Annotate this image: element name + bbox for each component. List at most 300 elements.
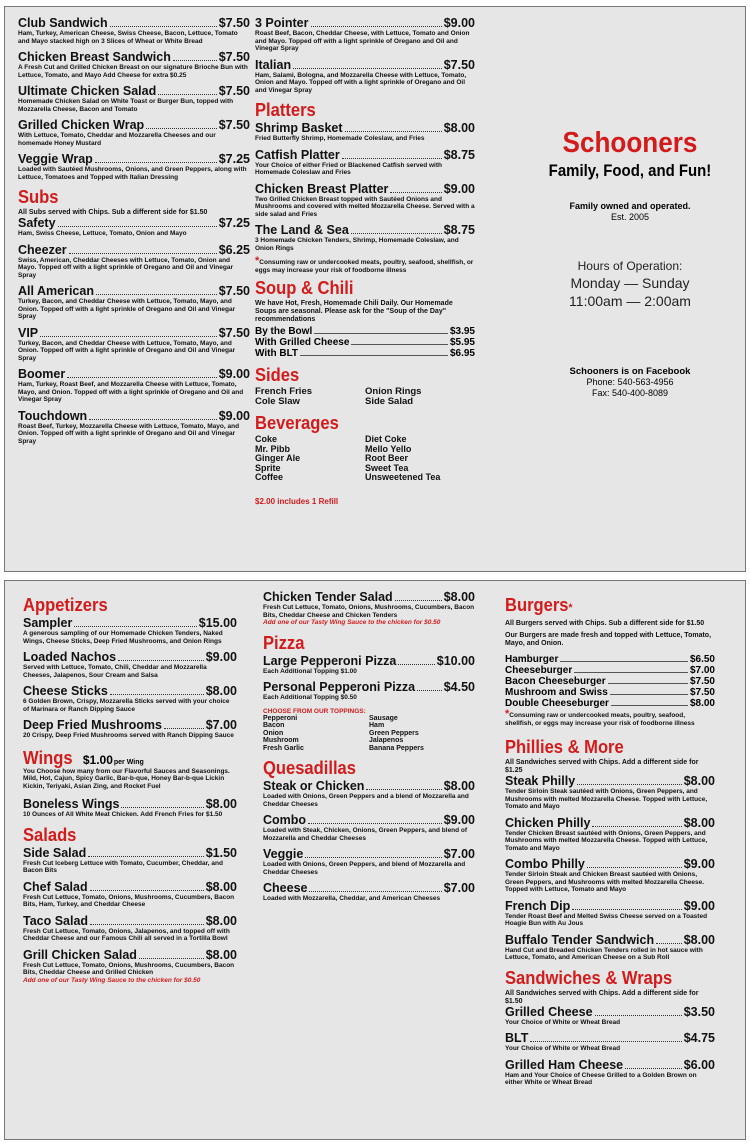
burger-price: $7.00 bbox=[689, 665, 715, 676]
restaurant-logo: Schooners bbox=[562, 127, 698, 159]
menu-item-name: Personal Pepperoni Pizza bbox=[263, 680, 416, 694]
menu-item-description: Loaded with Onions, Green Peppers, and blend of Mozzarella and Cheddar Cheeses bbox=[263, 861, 466, 876]
leader-dots bbox=[90, 924, 204, 925]
phone-number: Phone: 540-563-4956 bbox=[586, 377, 674, 387]
menu-item-description: Fresh Cut Iceberg Lettuce with Tomato, Cucumber, Cheddar, and Bacon Bits bbox=[23, 859, 223, 874]
leader-dots bbox=[656, 943, 682, 944]
menu-item-french-dip bbox=[505, 900, 715, 928]
topping-item: Jalapenos bbox=[369, 737, 404, 744]
menu-item-header bbox=[18, 410, 250, 423]
menu-item-price: $8.00 bbox=[205, 797, 237, 811]
menu-item-shrimp-basket bbox=[255, 122, 475, 143]
beverage-item: Sprite bbox=[255, 462, 281, 473]
menu-item-name: Boomer bbox=[18, 367, 66, 381]
side-item: Cole Slaw bbox=[255, 396, 300, 407]
soup-name: By the Bowl bbox=[255, 326, 313, 337]
menu-item-chicken-tender-salad bbox=[263, 591, 475, 627]
leader-line bbox=[351, 344, 448, 345]
menu-item-price: $8.00 bbox=[683, 815, 715, 830]
menu-item-description: Loaded with Sautéed Mushrooms, Onions, and Green Peppers, along with Lettuce, Tomatoes and Topped with Italian Dressing bbox=[18, 166, 247, 181]
menu-item-name: Combo Philly bbox=[505, 857, 585, 871]
topping-item: Green Peppers bbox=[369, 729, 419, 737]
menu-item-addon-note: Add one of our Tasty Wing Sauce to the chicken for $0.50 bbox=[263, 619, 441, 626]
menu-item-chicken-breast-sandwich bbox=[18, 51, 250, 79]
toppings-title: CHOOSE FROM OUR TOPPINGS: bbox=[263, 707, 366, 715]
side-item: French Fries bbox=[255, 386, 313, 397]
menu-item-price: $8.00 bbox=[205, 684, 237, 698]
burger-price-list bbox=[505, 654, 715, 709]
menu-item-header bbox=[263, 591, 475, 604]
section-title-subs: Subs bbox=[18, 187, 59, 207]
menu-item-name: Chicken Breast Sandwich bbox=[18, 50, 171, 64]
menu-item-name: Catfish Platter bbox=[255, 147, 340, 162]
menu-item-grilled-chicken-wrap bbox=[18, 119, 250, 147]
menu-item-price: $8.00 bbox=[443, 590, 475, 604]
burger-price: $6.50 bbox=[689, 654, 715, 665]
topping-item: Mushroom bbox=[263, 737, 299, 744]
menu-item-ultimate-chicken-salad bbox=[18, 85, 250, 113]
menu-item-description: Fresh Cut Lettuce, Tomato, Onions, Mushrooms, Cucumbers, Bacon Bits, Cheddar Cheese and Chicken Tenders bbox=[263, 604, 475, 619]
foodborne-warning bbox=[255, 255, 475, 274]
burger-name: Double Cheeseburger bbox=[505, 698, 609, 709]
menu-item-name: Italian bbox=[255, 57, 292, 72]
beverage-item: Coke bbox=[255, 434, 278, 444]
menu-item-cheese-sticks bbox=[23, 685, 237, 713]
leader-dots bbox=[309, 891, 441, 892]
menu-item-description: Tender Roast Beef and Melted Swiss Cheese served on a Toasted Hoagie Bun with Au Jous bbox=[505, 912, 708, 927]
leader-dots bbox=[390, 192, 441, 193]
menu-item-description: Turkey, Bacon, and Cheddar Cheese with Lettuce, Tomato, Mayo, and Onion. Topped off with a light sprinkle of Oregano and Oil and Vinegar Spray bbox=[18, 339, 236, 362]
burger-price: $7.50 bbox=[689, 676, 715, 687]
menu-item-name: Combo bbox=[263, 813, 307, 827]
menu-item-name: VIP bbox=[18, 325, 39, 340]
menu-item-price: $9.00 bbox=[683, 857, 715, 871]
menu-item-header bbox=[23, 847, 237, 860]
menu-item-price: $9.00 bbox=[443, 181, 475, 196]
menu-item-price: $7.50 bbox=[218, 284, 250, 298]
soup-price: $6.95 bbox=[449, 348, 475, 359]
leader-dots bbox=[69, 253, 217, 254]
menu-item-price: $9.00 bbox=[443, 813, 475, 827]
leader-dots bbox=[146, 128, 217, 129]
burger-row bbox=[505, 676, 715, 687]
menu-item-price: $7.50 bbox=[218, 16, 250, 30]
topping-item: Bacon bbox=[263, 722, 285, 729]
menu-item-header bbox=[18, 217, 250, 230]
menu-item-name: Cheese Sticks bbox=[23, 684, 108, 698]
menu-item-header bbox=[505, 817, 715, 830]
section-note: We have Hot, Fresh, Homemade Chili Daily. Our Homemade Soups are seasonal. Please ask for the "Soup of the Day" recommendations bbox=[255, 300, 453, 323]
menu-item-combo bbox=[263, 814, 475, 842]
menu-item-description: Homemade Chicken Salad on White Toast or Burger Bun, topped with Mozzarella Cheese, Bacon and Tomato bbox=[18, 98, 234, 113]
leader-dots bbox=[311, 26, 442, 27]
leader-line bbox=[560, 661, 688, 662]
menu-item-italian bbox=[255, 59, 475, 95]
leader-dots bbox=[58, 226, 217, 227]
menu-item-chicken-breast-platter bbox=[255, 183, 475, 219]
section-title-sides: Sides bbox=[255, 365, 300, 385]
menu-item-header bbox=[263, 681, 475, 694]
menu-item-description: Roast Beef, Bacon, Cheddar Cheese, with Lettuce, Tomato and Onion and Mayo. Topped off with a light sprinkle of Oregano and Oil and Vinegar Spray bbox=[255, 30, 470, 52]
beverage-item: Mello Yello bbox=[365, 443, 412, 454]
section-title-pizza: Pizza bbox=[263, 632, 305, 653]
menu-item-description: A generous sampling of our Homemade Chicken Tenders, Naked Wings, Cheese Sticks, Deep Fried Mushrooms, and Onion Rings bbox=[23, 630, 223, 645]
asterisk-icon: * bbox=[255, 255, 260, 267]
menu-item-header bbox=[18, 244, 250, 257]
menu-item-name: Grill Chicken Salad bbox=[23, 947, 137, 962]
leader-dots bbox=[308, 823, 442, 824]
menu-item-name: Club Sandwich bbox=[18, 16, 108, 30]
menu-item-combo-philly bbox=[505, 858, 715, 894]
menu-page-back bbox=[4, 580, 746, 1140]
hours-title: Hours of Operation: bbox=[577, 259, 683, 273]
menu-item-price: $8.00 bbox=[683, 932, 715, 947]
menu-item-name: Grilled Cheese bbox=[505, 1004, 593, 1019]
leader-dots bbox=[88, 856, 203, 857]
asterisk-icon: * bbox=[505, 708, 510, 720]
menu-item-side-salad bbox=[23, 847, 237, 875]
menu-item-price: $7.25 bbox=[218, 216, 250, 230]
restaurant-branding bbox=[525, 127, 735, 399]
back-column-right bbox=[505, 591, 715, 1093]
section-title-platters: Platters bbox=[255, 100, 316, 120]
leader-dots bbox=[592, 826, 681, 827]
menu-item-price: $7.50 bbox=[218, 118, 250, 132]
menu-item-name: Boneless Wings bbox=[23, 797, 120, 811]
menu-item-price: $8.00 bbox=[443, 779, 475, 793]
menu-item-description: Your Choice of White or Wheat Bread bbox=[505, 1018, 621, 1026]
leader-line bbox=[574, 672, 688, 673]
menu-item-description: Fresh Cut Lettuce, Tomato, Onions, Mushrooms, Cucumbers, Bacon Bits, Cheddar Cheese and Grilled Chicken bbox=[23, 961, 235, 976]
soup-price: $3.95 bbox=[449, 326, 475, 337]
leader-dots bbox=[121, 807, 203, 808]
front-column-left bbox=[18, 17, 250, 451]
menu-item-name: Loaded Nachos bbox=[23, 650, 117, 664]
menu-item-header bbox=[505, 1059, 715, 1072]
leader-line bbox=[611, 705, 688, 706]
open-days: Monday — Sunday bbox=[570, 275, 690, 291]
menu-item-price: $8.00 bbox=[443, 121, 475, 135]
burgers-note: All Burgers served with Chips. Sub a different side for $1.50 bbox=[505, 620, 705, 627]
beverage-item: Root Beer bbox=[365, 453, 409, 463]
menu-item-header bbox=[18, 51, 250, 64]
menu-item-price: $9.00 bbox=[683, 898, 715, 913]
menu-item-chicken-philly bbox=[505, 817, 715, 853]
established-year: Est. 2005 bbox=[610, 212, 650, 222]
menu-item-header bbox=[18, 119, 250, 132]
leader-dots bbox=[96, 294, 217, 295]
menu-item-header bbox=[263, 780, 475, 793]
ownership-note: Family owned and operated. bbox=[569, 201, 691, 211]
beverage-item: Unsweetened Tea bbox=[365, 472, 441, 482]
burger-row bbox=[505, 698, 715, 709]
leader-dots bbox=[110, 694, 204, 695]
leader-line bbox=[314, 333, 448, 334]
menu-item-description: Two Grilled Chicken Breast topped with Sautéed Onions and Mushrooms and covered with melted Mozzarella Cheese. Served with a side salad and Fries bbox=[255, 195, 475, 218]
menu-item-price: $3.50 bbox=[683, 1004, 715, 1019]
menu-item-veggie bbox=[263, 848, 475, 876]
facebook-note: Schooners is on Facebook bbox=[569, 366, 691, 377]
leader-line bbox=[300, 355, 448, 356]
menu-item-price: $7.50 bbox=[218, 84, 250, 98]
beverage-refill-note: $2.00 includes 1 Refill bbox=[255, 496, 339, 506]
soup-row bbox=[255, 337, 475, 348]
burger-name: Bacon Cheeseburger bbox=[505, 676, 606, 687]
menu-item-description: 3 Homemade Chicken Tenders, Shrimp, Homemade Coleslaw, and Onion Rings bbox=[255, 237, 459, 252]
menu-item-header bbox=[18, 285, 250, 298]
menu-item-price: $7.50 bbox=[218, 325, 250, 340]
menu-item-name: Grilled Chicken Wrap bbox=[18, 118, 145, 132]
menu-item-addon-note: Add one of our Tasty Wing Sauce to the chicken for $0.50 bbox=[23, 976, 201, 984]
menu-item-taco-salad bbox=[23, 915, 237, 943]
menu-item-header bbox=[18, 85, 250, 98]
menu-item-price: $10.00 bbox=[436, 653, 475, 668]
toppings-list bbox=[263, 715, 475, 753]
menu-item-description: Ham, Swiss Cheese, Lettuce, Tomato, Onion and Mayo bbox=[18, 230, 187, 237]
asterisk-icon: * bbox=[568, 602, 573, 614]
menu-item-header bbox=[23, 719, 237, 732]
menu-item-header bbox=[23, 685, 237, 698]
section-title-sandwiches-wraps: Sandwiches & Wraps bbox=[505, 967, 673, 988]
menu-item-price: $7.50 bbox=[218, 50, 250, 64]
menu-item-veggie-wrap bbox=[18, 153, 250, 181]
menu-item-description: Served with Lettuce, Tomato, Chili, Cheddar and Mozzarella Cheeses, Jalapenos, Sour Cream and Salsa bbox=[23, 664, 207, 679]
menu-item-name: Ultimate Chicken Salad bbox=[18, 84, 157, 98]
leader-dots bbox=[398, 664, 434, 665]
menu-item-header bbox=[23, 949, 237, 962]
leader-dots bbox=[417, 690, 442, 691]
menu-item-name: Touchdown bbox=[18, 408, 88, 423]
menu-item-header bbox=[23, 915, 237, 928]
burger-row bbox=[505, 687, 715, 698]
menu-item-blt bbox=[505, 1032, 715, 1053]
side-item: Onion Rings bbox=[365, 386, 422, 397]
leader-line bbox=[608, 683, 688, 684]
topping-item: Onion bbox=[263, 729, 284, 737]
leader-dots bbox=[587, 867, 682, 868]
topping-item: Banana Peppers bbox=[369, 744, 424, 752]
menu-item-price: $8.75 bbox=[443, 223, 475, 237]
menu-item-header bbox=[263, 655, 475, 668]
menu-item-header bbox=[505, 775, 715, 788]
menu-item-header bbox=[505, 900, 715, 913]
menu-item-touchdown bbox=[18, 410, 250, 446]
menu-item-header bbox=[263, 882, 475, 895]
menu-item-price: $8.00 bbox=[205, 913, 237, 928]
menu-item-description: Fresh Cut Lettuce, Tomato, Onions, Jalapenos, and topped off with Cheddar Cheese and our Famous Chili all served in a Tortilla Bowl bbox=[23, 927, 230, 942]
leader-dots bbox=[90, 890, 204, 891]
menu-item-name: Chef Salad bbox=[23, 879, 88, 894]
menu-item-price: $7.00 bbox=[443, 847, 475, 861]
leader-dots bbox=[95, 162, 217, 163]
burger-name: Mushroom and Swiss bbox=[505, 687, 608, 698]
menu-item-header bbox=[505, 1006, 715, 1019]
menu-item-chef-salad bbox=[23, 881, 237, 909]
menu-item-price: $8.00 bbox=[205, 879, 237, 894]
menu-item-grilled-cheese bbox=[505, 1006, 715, 1027]
menu-item-description: Turkey, Bacon, and Cheddar Cheese with Lettuce, Tomato, Mayo, and Onion. Topped off with a light sprinkle of Oregano and Oil and Vinegar Spray bbox=[18, 298, 236, 320]
tagline: Family, Food, and Fun! bbox=[548, 161, 712, 180]
burgers-section bbox=[505, 595, 715, 727]
menu-item-catfish-platter bbox=[255, 149, 475, 177]
section-note: All Sandwiches served with Chips. Add a different side for $1.50 bbox=[505, 989, 699, 1005]
menu-item-price: $8.75 bbox=[443, 147, 475, 162]
menu-item-name: Chicken Breast Platter bbox=[255, 181, 389, 196]
beverage-item: Mr. Pibb bbox=[255, 443, 291, 454]
menu-item-description: Ham, Turkey, American Cheese, Swiss Cheese, Bacon, Lettuce, Tomato and Mayo stacked high on 3 Slices of Wheat or White Bread bbox=[18, 30, 238, 45]
soup-row bbox=[255, 348, 475, 359]
menu-item-name: Veggie Wrap bbox=[18, 152, 93, 166]
menu-item-header bbox=[263, 848, 475, 861]
menu-item-description: Ham, Salami, Bologna, and Mozzarella Cheese with Lettuce, Tomato, Onion and Mayo. Topped off with a light sprinkle of Oregano and Oil and Vinegar Spray bbox=[255, 71, 467, 94]
burger-price: $8.00 bbox=[689, 698, 715, 709]
menu-item-price: $6.25 bbox=[218, 242, 250, 257]
menu-item-name: Shrimp Basket bbox=[255, 121, 343, 135]
menu-item-name: Steak or Chicken bbox=[263, 779, 365, 793]
menu-item-name: Grilled Ham Cheese bbox=[505, 1057, 624, 1072]
menu-item-header bbox=[23, 617, 237, 630]
soup-name: With Grilled Cheese bbox=[255, 337, 350, 348]
menu-item-header bbox=[23, 798, 237, 811]
topping-item: Sausage bbox=[369, 714, 398, 722]
menu-item-grilled-ham-cheese bbox=[505, 1059, 715, 1087]
beverage-item: Diet Coke bbox=[365, 434, 407, 444]
menu-item-price: $9.00 bbox=[443, 16, 475, 30]
menu-item-header bbox=[18, 153, 250, 166]
menu-item-description: Tender Chicken Breast sautéed with Onions, Green Peppers, and Mushrooms with melted Mozzarella Cheese. Topped with Lettuce, Tomato and Mayo bbox=[505, 829, 708, 852]
section-title-beverages: Beverages bbox=[255, 413, 339, 433]
menu-item-personal-pepperoni-pizza bbox=[263, 681, 475, 702]
menu-item-name: Sampler bbox=[23, 616, 73, 630]
menu-item-description: Swiss, American, Cheddar Cheeses with Lettuce, Tomato, Onion and Mayo. Topped off with a light sprinkle of Oregano and Oil and Vinegar Spray bbox=[18, 256, 233, 279]
leader-dots bbox=[305, 857, 441, 858]
leader-dots bbox=[67, 377, 216, 378]
menu-item-description: A Fresh Cut and Grilled Chicken Breast on our signature Brioche Bun with Lettuce, Tomato, and Mayo Add Cheese for extra $0.25 bbox=[18, 64, 248, 79]
menu-item-price: $4.75 bbox=[683, 1031, 715, 1045]
section-title-phillies-more: Phillies & More bbox=[505, 737, 624, 757]
section-title-wings: Wings bbox=[23, 747, 73, 768]
wings-unit: per Wing bbox=[113, 758, 144, 766]
burger-row bbox=[505, 665, 715, 676]
menu-item-price: $1.50 bbox=[205, 845, 237, 860]
menu-item-price: $15.00 bbox=[198, 616, 237, 630]
menu-page-front bbox=[4, 6, 746, 572]
menu-item-header bbox=[255, 59, 475, 72]
menu-item-name: Buffalo Tender Sandwich bbox=[505, 932, 655, 947]
wings-header bbox=[23, 748, 237, 768]
menu-item-description: Tender Sirloin Steak sautéed with Onions, Green Peppers, and Mushrooms with melted Mozzarella Cheese. Topped with Lettuce, Tomato and Mayo bbox=[505, 788, 708, 810]
menu-item-safety bbox=[18, 217, 250, 238]
foodborne-warning: *Consuming raw or undercooked meats, poultry, seafood, shellfish, or eggs may increase your risk of foodborne illness bbox=[505, 708, 695, 727]
section-title-quesadillas: Quesadillas bbox=[263, 758, 356, 778]
menu-item-description: Loaded with Mozzarella, Cheddar, and American Cheeses bbox=[263, 895, 441, 902]
front-column-middle bbox=[255, 17, 475, 506]
side-item: Side Salad bbox=[365, 396, 414, 407]
leader-dots bbox=[625, 1068, 682, 1069]
menu-item-loaded-nachos bbox=[23, 651, 237, 679]
menu-item-name: BLT bbox=[505, 1031, 529, 1045]
leader-dots bbox=[139, 958, 204, 959]
leader-dots bbox=[577, 784, 682, 785]
menu-item-description: Tender Sirloin Steak and Chicken Breast sautéed with Onions, Green Peppers, and Mushrooms with melted Mozzarella Cheese. Topped with Lettuce, Tomato and Mayo bbox=[505, 871, 705, 893]
leader-dots bbox=[530, 1041, 681, 1042]
soup-name: With BLT bbox=[255, 348, 299, 359]
menu-item-name: Safety bbox=[18, 216, 56, 230]
leader-dots bbox=[293, 68, 442, 69]
menu-item-price: $9.00 bbox=[218, 367, 250, 381]
leader-dots bbox=[158, 94, 216, 95]
menu-item-header bbox=[505, 858, 715, 871]
menu-item-description: Your Choice of White or Wheat Bread bbox=[505, 1045, 621, 1052]
section-title-salads: Salads bbox=[23, 824, 77, 845]
menu-item-description: Loaded with Onions, Green Peppers and a blend of Mozzarella and Cheddar Cheeses bbox=[263, 793, 469, 808]
menu-item-header bbox=[18, 327, 250, 340]
menu-item-the-land-sea bbox=[255, 224, 475, 252]
menu-item-header bbox=[18, 368, 250, 381]
menu-item-price: $4.50 bbox=[443, 680, 475, 694]
menu-item-header bbox=[255, 122, 475, 135]
warning-text: Consuming raw or undercooked meats, poultry, seafood, shellfish, or eggs may increase your risk of foodborne illness bbox=[255, 259, 474, 274]
menu-item-boomer bbox=[18, 368, 250, 404]
open-hours: 11:00am — 2:00am bbox=[569, 293, 691, 309]
section-title-soup-chili: Soup & Chili bbox=[255, 278, 354, 298]
section-note: All Subs served with Chips. Sub a different side for $1.50 bbox=[18, 209, 208, 216]
menu-item-large-pepperoni-pizza bbox=[263, 655, 475, 676]
menu-item-header bbox=[255, 224, 475, 237]
leader-dots bbox=[74, 626, 196, 627]
leader-dots bbox=[173, 60, 217, 61]
burgers-topping-note: Our Burgers are made fresh and topped with Lettuce, Tomato, Mayo, and Onion. bbox=[505, 632, 712, 647]
menu-item-name: Chicken Philly bbox=[505, 815, 591, 830]
menu-item-all-american bbox=[18, 285, 250, 321]
menu-item-description: Each Additional Topping $0.50 bbox=[263, 694, 357, 701]
wings-note: You Choose how many from our Flavorful Sauces and Seasonings. Mild, Hot, Cajun, Spicy Garlic, Bar-b-que, Honey Bar-b-que Lickin Kickin, Teriyaki, Asian Zing, and Rocket Fuel bbox=[23, 767, 230, 790]
menu-item-name: Large Pepperoni Pizza bbox=[263, 653, 397, 668]
leader-dots bbox=[366, 789, 441, 790]
leader-dots bbox=[40, 336, 217, 337]
menu-item-description: Each Additional Topping $1.00 bbox=[263, 667, 357, 675]
topping-item: Ham bbox=[369, 722, 385, 729]
menu-item-name: Taco Salad bbox=[23, 913, 89, 928]
menu-item-name: The Land & Sea bbox=[255, 223, 349, 237]
menu-item-description: 10 Ounces of All White Meat Chicken. Add French Fries for $1.50 bbox=[23, 811, 223, 818]
leader-dots bbox=[351, 233, 442, 234]
menu-item-vip bbox=[18, 327, 250, 363]
menu-item-name: All American bbox=[18, 284, 94, 298]
section-title-burgers: Burgers* bbox=[505, 595, 573, 615]
menu-item-cheezer bbox=[18, 244, 250, 280]
wings-price: $1.00 bbox=[82, 752, 113, 767]
menu-item-description: Ham and Your Choice of Cheese Grilled to a Golden Brown on either White or Wheat Bread bbox=[505, 1071, 697, 1086]
topping-item: Fresh Garlic bbox=[263, 744, 304, 752]
menu-item-header bbox=[255, 149, 475, 162]
burger-name: Cheeseburger bbox=[505, 665, 573, 676]
sides-list bbox=[255, 387, 475, 407]
burger-name: Hamburger bbox=[505, 654, 559, 665]
menu-item-header bbox=[505, 934, 715, 947]
menu-item-steak-or-chicken bbox=[263, 780, 475, 808]
menu-item-header bbox=[255, 17, 475, 30]
leader-dots bbox=[164, 728, 204, 729]
menu-item-description: Loaded with Steak, Chicken, Onions, Green Peppers, and blend of Mozzarella and Cheddar Cheeses bbox=[263, 827, 468, 842]
soup-row bbox=[255, 326, 475, 337]
menu-item-name: Cheese bbox=[263, 881, 308, 895]
menu-item-name: Cheezer bbox=[18, 242, 67, 257]
menu-item-header bbox=[23, 651, 237, 664]
menu-item-cheese bbox=[263, 882, 475, 903]
fax-number: Fax: 540-400-8089 bbox=[591, 388, 669, 398]
menu-item-price: $7.25 bbox=[218, 152, 250, 166]
